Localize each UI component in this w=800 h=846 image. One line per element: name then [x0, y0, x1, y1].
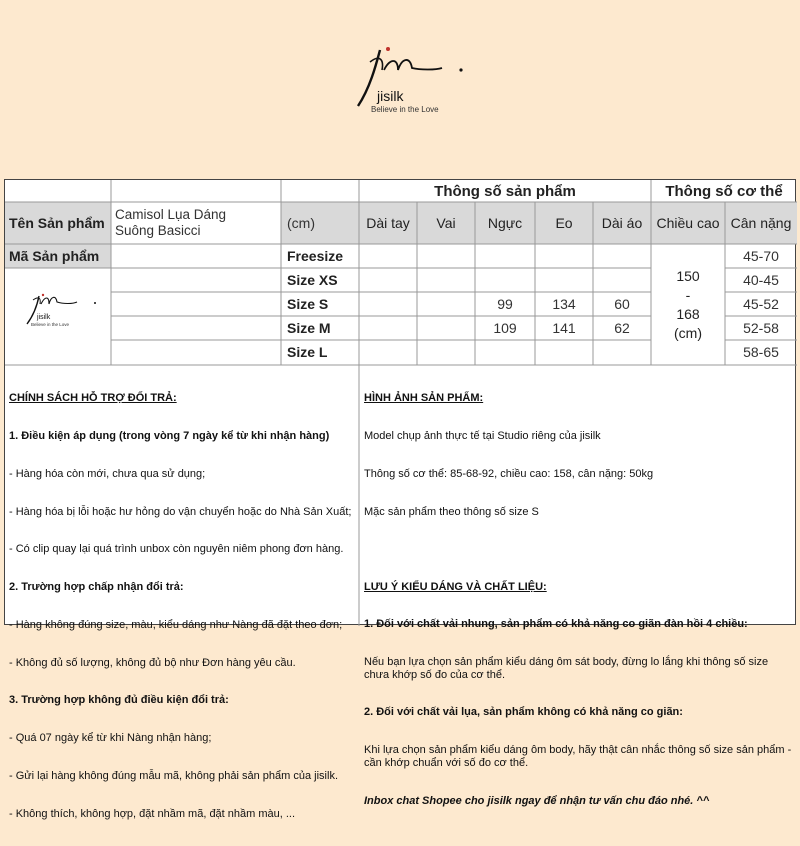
height-max: 168 — [676, 305, 700, 322]
size-cell-dai-tay — [359, 244, 417, 268]
size-cell-nguc: 99 — [497, 296, 513, 312]
size-cell-eo — [535, 244, 593, 268]
col-dai-tay: Dài tay — [366, 215, 410, 231]
weight-cell: 52-58 — [743, 320, 779, 336]
size-label: Size XS — [287, 272, 338, 288]
images-title: HÌNH ẢNH SẢN PHẨM: — [364, 392, 484, 405]
size-cell-vai — [417, 244, 475, 268]
unit-label: (cm) — [287, 215, 315, 231]
policy-s3-item: - Không thích, không hợp, đặt nhầm mã, đặt nhầm màu, ... — [9, 807, 296, 820]
policy-section-3-title: 3. Trường hợp không đủ điều kiện đổi trả: — [9, 694, 229, 707]
style-1-text: Nếu bạn lựa chọn sản phẩm kiểu dáng ôm sát body, đừng lo lắng khi thông số size chưa khớp số đo của cơ thể. — [364, 656, 772, 681]
col-can-nang: Cân nặng — [730, 215, 792, 231]
size-cell-eo: 141 — [552, 320, 576, 336]
col-nguc: Ngực — [487, 215, 523, 231]
weight-cell: 40-45 — [743, 272, 779, 288]
size-label: Size M — [287, 320, 331, 336]
style-2-title: 2. Đối với chất vải lụa, sản phẩm không có khả năng co giãn: — [364, 706, 683, 719]
col-dai-ao: Dài áo — [601, 215, 643, 231]
size-label: Size S — [287, 296, 329, 312]
policy-title: CHÍNH SÁCH HỖ TRỢ ĐỔI TRẢ: — [9, 392, 177, 405]
body-specs-header: Thông số cơ thể — [665, 182, 783, 200]
policy-s1-item: - Có clip quay lại quá trình unbox còn nguyên niêm phong đơn hàng. — [9, 543, 344, 556]
images-line: Model chụp ảnh thực tế tại Studio riêng của jisilk — [364, 429, 601, 442]
images-line: Thông số cơ thể: 85-68-92, chiều cao: 158, cân nặng: 50kg — [364, 467, 654, 480]
size-label: Size L — [287, 344, 328, 360]
col-chieu-cao: Chiều cao — [656, 215, 720, 231]
style-1-title: 1. Đối với chất vải nhung, sản phẩm có khả năng co giãn đàn hồi 4 chiều: — [364, 618, 748, 631]
height-unit: (cm) — [674, 324, 702, 341]
size-cell-dai-ao — [593, 340, 651, 364]
inbox-note: Inbox chat Shopee cho jisilk ngay để nhận tư vấn chu đáo nhé. ^^ — [364, 794, 710, 807]
policy-s3-item: - Gửi lại hàng không đúng mẫu mã, không phải sản phẩm của jisilk. — [9, 770, 338, 782]
col-eo: Eo — [555, 215, 573, 231]
size-cell-dai-tay — [359, 316, 417, 340]
size-cell-dai-ao: 60 — [614, 296, 630, 312]
style-title: LƯU Ý KIỂU DÁNG VÀ CHẤT LIỆU: — [364, 580, 547, 593]
size-cell-dai-ao — [593, 244, 651, 268]
policy-section-1-title: 1. Điều kiện áp dụng (trong vòng 7 ngày kể từ khi nhận hàng) — [9, 429, 330, 442]
col-vai: Vai — [436, 215, 456, 231]
svg-text:jisilk: jisilk — [37, 314, 51, 321]
size-cell-eo: 134 — [552, 296, 576, 312]
size-cell-nguc — [475, 244, 535, 268]
size-label: Freesize — [287, 248, 344, 264]
height-range — [651, 244, 725, 365]
policy-s3-item: - Quá 07 ngày kể từ khi Nàng nhận hàng; — [9, 732, 212, 745]
size-cell-nguc: 109 — [493, 320, 517, 336]
brand-logo — [340, 40, 470, 120]
size-cell-vai — [417, 340, 475, 364]
svg-text:Believe in the Love: Believe in the Love — [31, 322, 70, 327]
policy-s2-item: - Không đủ số lượng, không đủ bộ như Đơn hàng yêu cầu. — [9, 656, 296, 669]
height-min: 150 — [676, 267, 700, 284]
size-cell-dai-tay — [359, 340, 417, 364]
policy-section-2-title: 2. Trường hợp chấp nhận đổi trả: — [9, 581, 184, 594]
product-code-label: Mã Sản phẩm — [9, 248, 100, 264]
size-cell-nguc — [475, 340, 535, 364]
size-cell-dai-ao — [593, 268, 651, 292]
size-cell-dai-tay — [359, 292, 417, 316]
weight-cell: 58-65 — [743, 344, 779, 360]
product-specs-header: Thông số sản phẩm — [434, 182, 576, 200]
policy-s1-item: - Hàng hóa còn mới, chưa qua sử dụng; — [9, 467, 206, 480]
brand-tagline: Believe in the Love — [371, 105, 439, 114]
product-notes — [364, 367, 795, 832]
policy-s1-item: - Hàng hóa bị lỗi hoặc hư hỏng do vận chuyển hoặc do Nhà Sản Xuất; — [9, 505, 352, 518]
size-cell-eo — [535, 340, 593, 364]
size-cell-vai — [417, 316, 475, 340]
weight-cell: 45-52 — [743, 296, 779, 312]
size-cell-dai-tay — [359, 268, 417, 292]
product-name-value: Camisol Lụa Dáng Suông Basicci — [115, 207, 227, 238]
return-policy — [9, 367, 357, 846]
jisilk-signature-icon — [340, 40, 470, 110]
size-cell-dai-ao: 62 — [614, 320, 630, 336]
images-line: Mặc sản phẩm theo thông số size S — [364, 505, 539, 518]
brand-name: jisilk — [377, 88, 404, 104]
size-cell-nguc — [475, 268, 535, 292]
size-cell-vai — [417, 268, 475, 292]
jisilk-mini-logo-icon — [11, 276, 111, 340]
product-name-label: Tên Sản phẩm — [9, 215, 105, 231]
weight-cell: 45-70 — [743, 248, 779, 264]
style-2-text: Khi lựa chọn sản phẩm kiểu dáng ôm body, hãy thật cân nhắc thông số size sản phẩm - cần khớp chuẩn với số đo cơ thể. — [364, 744, 795, 769]
height-dash: - — [685, 286, 691, 303]
size-cell-vai — [417, 292, 475, 316]
size-cell-eo — [535, 268, 593, 292]
size-chart-sheet — [4, 179, 796, 820]
policy-s2-item: - Hàng không đúng size, màu, kiểu dáng như Nàng đã đặt theo đơn; — [9, 618, 343, 631]
